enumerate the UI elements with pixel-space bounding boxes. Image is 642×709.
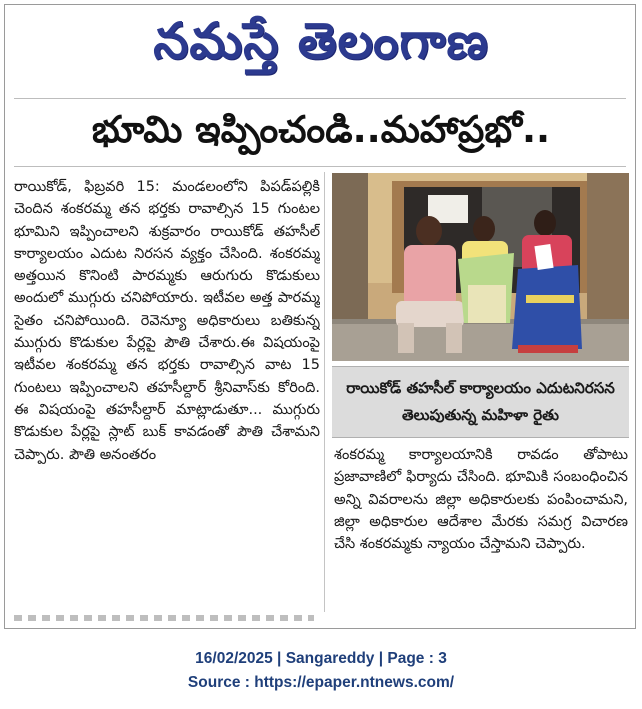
article-body-left-column — [14, 176, 320, 608]
article-photo — [332, 173, 629, 361]
article-headline: భూమి ఇప్పించండి..మహాప్రభో.. — [91, 108, 551, 151]
article-body-right: శంకరమ్మ కార్యాలయానికి రావడం తోపాటు ప్రజావాణిలో ఫిర్యాదు చేసింది. భూమికి సంబంధించిన అన్ని వివరాలను జిల్లా అధికారులకు పంపించామని, జిల్లా అధికారుల ఆదేశాల మేరకు సమగ్ర విచారణ చేసి శంకరమ్మకు న్యాయం చేస్తామని చెప్పారు. — [334, 447, 628, 553]
photo-caption-box — [332, 366, 629, 438]
headline-divider — [14, 166, 626, 167]
newspaper-masthead: నమస్తే తెలంగాణ — [153, 11, 489, 70]
article-body-left: రాయికోడ్‌, ఫిబ్రవరి 15: మండలంలోని పిపడ్‌పల్లికి చెందిన శంకరమ్మ తన భర్తకు రావాల్సిన 15 గుంటల భూమిని ఇప్పించాలని శుక్రవారం రాయికోడ్‌ తహసీల్‌ కార్యాలయం ఎదుట నిరసన వ్యక్తం చేసింది. శంకరమ్మ అత్తయిన కొనింటి పారమ్మకు ఆరుగురు కొడుకులు అందులో ముగ్గురు చనిపోయారు. ఇటీవల అత్త పారమ్మ సైతం చనిపోయింది. రెవెన్యూ అధికారులు బతికున్న ముగ్గురు కొడుకుల పేర్లపై పౌతి చేశారు.ఈ విషయంపై ఇటీవల శంకరమ్మ తన భర్తకు రావాల్సిన వాట 15 గుంటలు ఇప్పించాలని తహసీల్దార్‌ శ్రీనివాస్‌కు కోరింది. ఈ విషయంపై తహసీల్దార్‌ మాట్లాడుతూ... ముగ్గురు కొడుకుల పేర్లపై స్లాట్‌ బుక్‌ కావడంతో పౌతి చేశామని చెప్పారు. పౌతి అనంతరం — [14, 179, 320, 463]
photo-farmers-protest — [332, 173, 629, 361]
footer — [0, 647, 642, 695]
source-line: Source : https://epaper.ntnews.com/ — [187, 674, 455, 691]
photo-caption: రాయికోడ్‌ తహసీల్‌ కార్యాలయం ఎదుటనిరసన తెలుపుతున్న మహిళా రైతు — [346, 379, 615, 424]
masthead-divider — [14, 98, 626, 99]
clipping-cut-edge — [14, 615, 314, 621]
edition-line: 16/02/2025 | Sangareddy | Page : 3 — [195, 650, 447, 667]
column-divider — [324, 172, 325, 612]
article-body-right-column — [334, 444, 628, 604]
